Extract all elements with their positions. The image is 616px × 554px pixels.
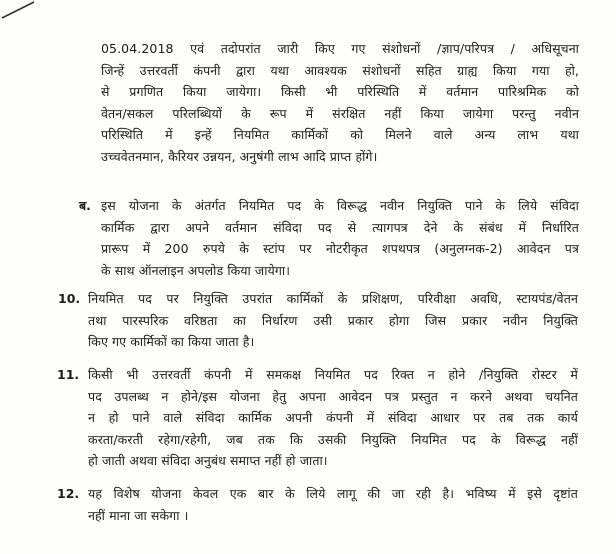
- item-10-number: 10.: [58, 291, 81, 306]
- text-line: तथा पारस्परिक वरिष्ठता का निर्धारण उसी प्रकार होगा जिस प्रकार नवीन नियुक्ति: [88, 312, 578, 328]
- text-line: हो जाती अथवा संविदा अनुबंध समाप्त नहीं हो जाता।: [88, 453, 328, 468]
- text-line: कार्मिक द्वारा अपने वर्तमान संविदा पद से त्यागपत्र देने के संबंध में निर्धारित: [101, 219, 579, 235]
- item-11-number: 11.: [57, 367, 80, 382]
- text-line: यह विशेष योजना केवल एक बार के लिये लागू की जा रही है। भविष्य में इसे दृष्टांत: [88, 486, 578, 501]
- item-12-paragraph: [88, 483, 578, 526]
- text-line: नियमित पद पर नियुक्ति उपरांत कार्मिकों के प्रशिक्षण, परिवीक्षा अवधि, स्टायपंड/वेतन: [88, 291, 578, 306]
- item-12-number: 12.: [57, 486, 80, 501]
- text-line: पद उपलब्ध न होने/इस योजना हेतु अपना आवेदन पत्र प्रस्तुत न करने अथवा चयनित: [88, 388, 578, 404]
- item-b-marker: ब.: [79, 198, 91, 213]
- text-line: वेतन/सकल परिलब्धियों के रूप में संरक्षित नहीं किया जायेगा परन्तु नवीन: [101, 105, 579, 121]
- item-11-paragraph: [88, 364, 578, 472]
- text-line: किसी भी उत्तरवर्ती कंपनी में समकक्ष नियमित पद रिक्त न होने /नियुक्ति रोस्टर में: [88, 367, 578, 382]
- text-line: के साथ ऑनलाइन अपलोड किया जायेगा।: [101, 262, 291, 278]
- text-line: करता/करती रहेगा/रहेगी, जब तक कि उसकी नियुक्ति नियमित पद के विरूद्ध नहीं: [88, 431, 578, 447]
- text-line: 05.04.2018 एवं तदोपरांत जारी किए गए संशोधनों /ज्ञाप/परिपत्र / अधिसूचना: [101, 41, 579, 56]
- text-line: न हो पाने वाले संविदा कार्मिक अपनी कंपनी में संविदा आधार पर तब तक कार्य: [88, 410, 578, 425]
- item-10-paragraph: [88, 288, 578, 353]
- text-line: किए गए कार्मिकों का किया जाता है।: [88, 334, 255, 349]
- text-line: परिस्थिति में इन्हें नियमित कार्मिकों को मिलने वाले अन्य लाभ यथा: [101, 127, 579, 142]
- text-line: नहीं माना जा सकेगा ।: [88, 507, 189, 523]
- pen-mark: [0, 0, 70, 40]
- item-b-paragraph: [101, 195, 579, 281]
- text-line: जिन्हें उत्तरवर्ती कंपनी द्वारा यथा आवश्यक संशोधनों सहित ग्राह्य किया गया हो,: [101, 62, 579, 78]
- text-line: प्रारूप में 200 रुपये के स्टांप पर नोटरीकृत शपथपत्र (अनुलग्नक-2) आवेदन पत्र: [101, 241, 579, 256]
- text-line: उच्चवेतनमान, कैरियर उन्नयन, अनुषंगी लाभ आदि प्राप्त होंगे।: [101, 148, 378, 164]
- text-line: इस योजना के अंतर्गत नियमित पद के विरूद्ध नवीन नियुक्ति पाने के लिये संविदा: [101, 198, 579, 213]
- intro-paragraph: [101, 38, 579, 167]
- text-line: से प्रगणित किया जायेगा। किसी भी परिस्थिति में वर्तमान पारिश्रमिक को: [101, 84, 579, 99]
